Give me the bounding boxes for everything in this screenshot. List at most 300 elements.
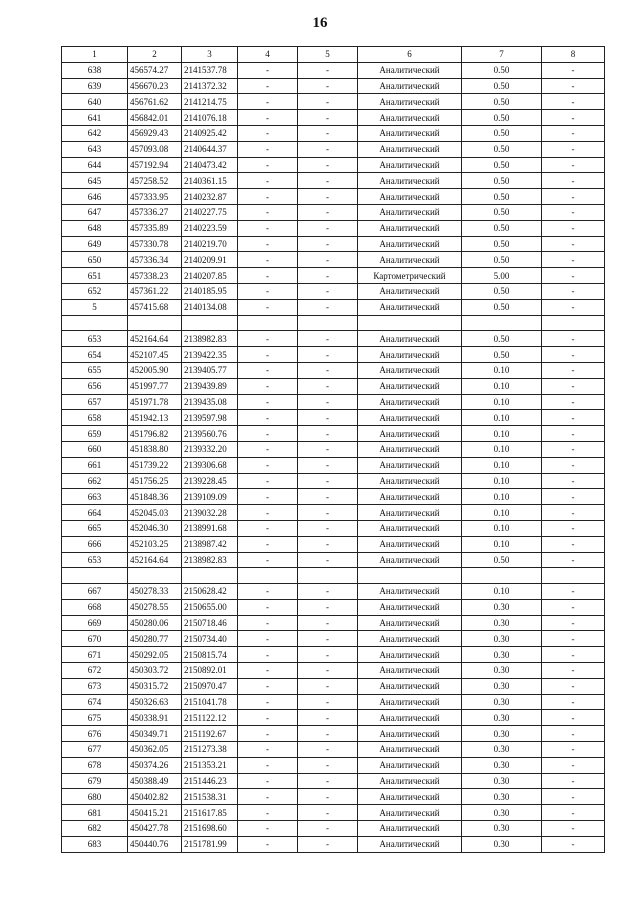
cell-y-coordinate: 2140134.08	[182, 299, 238, 315]
cell-method: Аналитический	[358, 347, 462, 363]
table-row	[62, 726, 605, 742]
cell-method: Аналитический	[358, 426, 462, 442]
cell-col8-value: -	[542, 836, 605, 852]
cell-col4-value: -	[238, 362, 298, 378]
table-row	[62, 141, 605, 157]
cell-y-coordinate: 2139597.98	[182, 410, 238, 426]
cell-col8-value: -	[542, 157, 605, 173]
cell-col5-value: -	[298, 283, 358, 299]
cell-col5-value: -	[298, 125, 358, 141]
cell-accuracy: 0.50	[462, 283, 542, 299]
cell-method: Аналитический	[358, 173, 462, 189]
cell-col4-value: -	[238, 694, 298, 710]
cell-x-coordinate: 450278.55	[128, 599, 182, 615]
cell-col8-value: -	[542, 110, 605, 126]
cell-col5-value: -	[298, 710, 358, 726]
cell-x-coordinate: 450415.21	[128, 805, 182, 821]
cell-point-number	[62, 568, 128, 584]
cell-col8-value: -	[542, 347, 605, 363]
cell-accuracy: 0.10	[462, 441, 542, 457]
cell-x-coordinate: 457336.34	[128, 252, 182, 268]
cell-point-number: 663	[62, 489, 128, 505]
cell-y-coordinate: 2139435.08	[182, 394, 238, 410]
cell-y-coordinate	[182, 568, 238, 584]
cell-col5-value: -	[298, 252, 358, 268]
cell-col8-value: -	[542, 773, 605, 789]
table-row	[62, 836, 605, 852]
cell-col5-value: -	[298, 173, 358, 189]
cell-col4-value: -	[238, 78, 298, 94]
cell-accuracy: 0.50	[462, 141, 542, 157]
table-row	[62, 694, 605, 710]
cell-col4-value: -	[238, 457, 298, 473]
cell-col8-value: -	[542, 536, 605, 552]
cell-x-coordinate: 450280.77	[128, 631, 182, 647]
table-row	[62, 520, 605, 536]
cell-col5-value: -	[298, 663, 358, 679]
cell-col5-value: -	[298, 473, 358, 489]
cell-x-coordinate: 452164.64	[128, 552, 182, 568]
cell-accuracy: 0.50	[462, 220, 542, 236]
cell-method: Аналитический	[358, 647, 462, 663]
cell-y-coordinate: 2139228.45	[182, 473, 238, 489]
cell-col4-value: -	[238, 505, 298, 521]
cell-col8-value: -	[542, 584, 605, 600]
column-header: 4	[238, 47, 298, 63]
cell-y-coordinate: 2150815.74	[182, 647, 238, 663]
cell-col5-value: -	[298, 505, 358, 521]
cell-point-number: 662	[62, 473, 128, 489]
cell-accuracy: 0.30	[462, 694, 542, 710]
cell-col5-value: -	[298, 347, 358, 363]
cell-y-coordinate: 2151698.60	[182, 821, 238, 837]
cell-method: Аналитический	[358, 520, 462, 536]
cell-accuracy: 0.30	[462, 821, 542, 837]
cell-y-coordinate: 2139560.76	[182, 426, 238, 442]
column-header: 3	[182, 47, 238, 63]
table-row	[62, 362, 605, 378]
cell-accuracy: 0.10	[462, 394, 542, 410]
cell-col5-value: -	[298, 394, 358, 410]
table-row	[62, 773, 605, 789]
cell-col4-value: -	[238, 347, 298, 363]
cell-method: Аналитический	[358, 821, 462, 837]
cell-x-coordinate: 452005.90	[128, 362, 182, 378]
cell-x-coordinate: 457415.68	[128, 299, 182, 315]
cell-method: Аналитический	[358, 220, 462, 236]
cell-col5-value: -	[298, 773, 358, 789]
cell-accuracy: 0.50	[462, 157, 542, 173]
cell-col4-value: -	[238, 742, 298, 758]
cell-point-number: 660	[62, 441, 128, 457]
cell-col4-value: -	[238, 520, 298, 536]
cell-y-coordinate: 2140644.37	[182, 141, 238, 157]
cell-method: Аналитический	[358, 773, 462, 789]
cell-col5-value: -	[298, 141, 358, 157]
cell-x-coordinate	[128, 568, 182, 584]
cell-method	[358, 315, 462, 331]
cell-method: Картометрический	[358, 268, 462, 284]
cell-y-coordinate: 2151617.85	[182, 805, 238, 821]
cell-method: Аналитический	[358, 410, 462, 426]
cell-x-coordinate: 450278.33	[128, 584, 182, 600]
cell-accuracy: 0.50	[462, 347, 542, 363]
cell-accuracy: 0.30	[462, 647, 542, 663]
cell-col8-value: -	[542, 757, 605, 773]
cell-accuracy: 0.30	[462, 631, 542, 647]
cell-x-coordinate: 450292.05	[128, 647, 182, 663]
cell-x-coordinate: 457336.27	[128, 204, 182, 220]
cell-y-coordinate: 2140223.59	[182, 220, 238, 236]
cell-col8-value: -	[542, 505, 605, 521]
cell-x-coordinate: 451838.80	[128, 441, 182, 457]
cell-point-number: 644	[62, 157, 128, 173]
table-row	[62, 220, 605, 236]
cell-col5-value: -	[298, 584, 358, 600]
cell-col8-value	[542, 568, 605, 584]
cell-col8-value: -	[542, 268, 605, 284]
cell-col4-value: -	[238, 726, 298, 742]
cell-accuracy: 0.10	[462, 457, 542, 473]
cell-col4-value: -	[238, 584, 298, 600]
cell-col4-value: -	[238, 410, 298, 426]
cell-col4-value: -	[238, 283, 298, 299]
cell-col4-value: -	[238, 773, 298, 789]
cell-col5-value: -	[298, 410, 358, 426]
cell-col4-value: -	[238, 378, 298, 394]
cell-col8-value: -	[542, 220, 605, 236]
cell-method: Аналитический	[358, 157, 462, 173]
cell-accuracy: 0.30	[462, 678, 542, 694]
cell-y-coordinate: 2139439.89	[182, 378, 238, 394]
cell-col4-value: -	[238, 204, 298, 220]
table-row	[62, 173, 605, 189]
cell-col5-value: -	[298, 268, 358, 284]
table-row	[62, 189, 605, 205]
cell-col5-value: -	[298, 457, 358, 473]
cell-accuracy: 0.10	[462, 536, 542, 552]
table-header-row	[62, 47, 605, 63]
cell-col4-value: -	[238, 299, 298, 315]
cell-col8-value: -	[542, 394, 605, 410]
cell-col4-value: -	[238, 110, 298, 126]
cell-col4-value: -	[238, 62, 298, 78]
cell-x-coordinate: 450374.26	[128, 757, 182, 773]
cell-method: Аналитический	[358, 663, 462, 679]
cell-col5-value: -	[298, 236, 358, 252]
cell-accuracy: 0.50	[462, 78, 542, 94]
cell-col8-value: -	[542, 62, 605, 78]
table-row	[62, 805, 605, 821]
cell-point-number: 658	[62, 410, 128, 426]
cell-x-coordinate: 450362.05	[128, 742, 182, 758]
table-body	[62, 62, 605, 852]
table-row	[62, 789, 605, 805]
cell-accuracy: 0.10	[462, 426, 542, 442]
cell-col4-value: -	[238, 441, 298, 457]
cell-x-coordinate: 456574.27	[128, 62, 182, 78]
cell-col8-value: -	[542, 236, 605, 252]
cell-accuracy: 0.50	[462, 125, 542, 141]
cell-col8-value: -	[542, 520, 605, 536]
table-row	[62, 426, 605, 442]
cell-accuracy: 0.30	[462, 599, 542, 615]
cell-x-coordinate: 457335.89	[128, 220, 182, 236]
cell-x-coordinate: 457330.78	[128, 236, 182, 252]
cell-x-coordinate: 450349.71	[128, 726, 182, 742]
cell-col8-value: -	[542, 694, 605, 710]
cell-point-number: 683	[62, 836, 128, 852]
cell-y-coordinate: 2151781.99	[182, 836, 238, 852]
cell-method: Аналитический	[358, 204, 462, 220]
cell-col4-value: -	[238, 331, 298, 347]
column-header: 1	[62, 47, 128, 63]
cell-point-number: 647	[62, 204, 128, 220]
cell-method: Аналитический	[358, 599, 462, 615]
cell-col4-value: -	[238, 821, 298, 837]
cell-accuracy: 0.30	[462, 726, 542, 742]
cell-col8-value: -	[542, 710, 605, 726]
cell-col4-value: -	[238, 473, 298, 489]
cell-x-coordinate: 451997.77	[128, 378, 182, 394]
table-row	[62, 615, 605, 631]
cell-col8-value: -	[542, 141, 605, 157]
cell-col4-value: -	[238, 394, 298, 410]
cell-col4-value: -	[238, 236, 298, 252]
cell-point-number: 681	[62, 805, 128, 821]
cell-col8-value: -	[542, 805, 605, 821]
cell-point-number: 656	[62, 378, 128, 394]
cell-x-coordinate: 456670.23	[128, 78, 182, 94]
cell-col8-value: -	[542, 678, 605, 694]
cell-point-number: 661	[62, 457, 128, 473]
cell-col5-value: -	[298, 378, 358, 394]
cell-col8-value: -	[542, 94, 605, 110]
cell-y-coordinate: 2140232.87	[182, 189, 238, 205]
table-row	[62, 78, 605, 94]
cell-method: Аналитический	[358, 94, 462, 110]
cell-method	[358, 568, 462, 584]
cell-method: Аналитический	[358, 473, 462, 489]
table-row	[62, 157, 605, 173]
cell-y-coordinate: 2139032.28	[182, 505, 238, 521]
cell-point-number: 673	[62, 678, 128, 694]
cell-point-number: 671	[62, 647, 128, 663]
table-row	[62, 378, 605, 394]
cell-col8-value: -	[542, 473, 605, 489]
cell-accuracy: 0.10	[462, 410, 542, 426]
table-row	[62, 394, 605, 410]
cell-col8-value: -	[542, 410, 605, 426]
cell-y-coordinate: 2140207.85	[182, 268, 238, 284]
table-row	[62, 252, 605, 268]
cell-col8-value: -	[542, 789, 605, 805]
coordinates-table	[61, 46, 605, 853]
cell-accuracy: 0.50	[462, 189, 542, 205]
table-row	[62, 125, 605, 141]
cell-col4-value: -	[238, 599, 298, 615]
cell-accuracy: 0.30	[462, 710, 542, 726]
cell-col4-value: -	[238, 647, 298, 663]
cell-y-coordinate: 2138982.83	[182, 331, 238, 347]
cell-point-number: 657	[62, 394, 128, 410]
table-row	[62, 268, 605, 284]
cell-col8-value	[542, 315, 605, 331]
cell-x-coordinate: 452045.03	[128, 505, 182, 521]
cell-method: Аналитический	[358, 110, 462, 126]
cell-point-number: 680	[62, 789, 128, 805]
cell-col5-value: -	[298, 110, 358, 126]
table-row	[62, 710, 605, 726]
cell-accuracy: 0.50	[462, 62, 542, 78]
cell-col4-value: -	[238, 757, 298, 773]
cell-point-number: 650	[62, 252, 128, 268]
cell-col4-value: -	[238, 789, 298, 805]
cell-y-coordinate: 2150970.47	[182, 678, 238, 694]
cell-accuracy: 5.00	[462, 268, 542, 284]
cell-x-coordinate: 450303.72	[128, 663, 182, 679]
cell-method: Аналитический	[358, 505, 462, 521]
cell-col8-value: -	[542, 189, 605, 205]
cell-y-coordinate: 2151041.78	[182, 694, 238, 710]
cell-point-number: 645	[62, 173, 128, 189]
cell-accuracy: 0.30	[462, 615, 542, 631]
cell-method: Аналитический	[358, 489, 462, 505]
cell-x-coordinate: 452046.30	[128, 520, 182, 536]
cell-y-coordinate: 2150892.01	[182, 663, 238, 679]
cell-y-coordinate: 2150628.42	[182, 584, 238, 600]
cell-col5-value: -	[298, 726, 358, 742]
cell-x-coordinate: 451739.22	[128, 457, 182, 473]
table-row	[62, 678, 605, 694]
cell-method: Аналитический	[358, 331, 462, 347]
cell-method: Аналитический	[358, 125, 462, 141]
table-row	[62, 315, 605, 331]
cell-point-number: 676	[62, 726, 128, 742]
cell-method: Аналитический	[358, 236, 462, 252]
cell-col5-value: -	[298, 647, 358, 663]
cell-point-number: 653	[62, 552, 128, 568]
cell-x-coordinate: 456929.43	[128, 125, 182, 141]
cell-y-coordinate: 2140209.91	[182, 252, 238, 268]
cell-method: Аналитический	[358, 678, 462, 694]
cell-point-number: 653	[62, 331, 128, 347]
cell-col4-value: -	[238, 805, 298, 821]
table-row	[62, 631, 605, 647]
table-row	[62, 62, 605, 78]
cell-x-coordinate	[128, 315, 182, 331]
cell-col8-value: -	[542, 252, 605, 268]
cell-y-coordinate: 2139405.77	[182, 362, 238, 378]
cell-x-coordinate: 450326.63	[128, 694, 182, 710]
cell-point-number: 664	[62, 505, 128, 521]
cell-col8-value: -	[542, 362, 605, 378]
table-row	[62, 821, 605, 837]
table-row	[62, 757, 605, 773]
cell-y-coordinate: 2139422.35	[182, 347, 238, 363]
table-row	[62, 584, 605, 600]
cell-accuracy: 0.30	[462, 757, 542, 773]
cell-accuracy: 0.10	[462, 520, 542, 536]
cell-method: Аналитический	[358, 62, 462, 78]
cell-y-coordinate: 2150718.46	[182, 615, 238, 631]
cell-col8-value: -	[542, 821, 605, 837]
cell-accuracy: 0.10	[462, 505, 542, 521]
cell-y-coordinate: 2140925.42	[182, 125, 238, 141]
cell-col5-value: -	[298, 536, 358, 552]
cell-col4-value: -	[238, 710, 298, 726]
cell-accuracy: 0.50	[462, 204, 542, 220]
table-row	[62, 299, 605, 315]
cell-col4-value	[238, 568, 298, 584]
cell-accuracy: 0.30	[462, 663, 542, 679]
cell-col5-value: -	[298, 821, 358, 837]
cell-x-coordinate: 451971.78	[128, 394, 182, 410]
table-row	[62, 505, 605, 521]
table-row	[62, 552, 605, 568]
cell-col8-value: -	[542, 78, 605, 94]
cell-x-coordinate: 450427.78	[128, 821, 182, 837]
cell-y-coordinate: 2151446.23	[182, 773, 238, 789]
cell-point-number: 655	[62, 362, 128, 378]
page-number: 16	[312, 15, 328, 31]
cell-point-number: 640	[62, 94, 128, 110]
cell-accuracy: 0.50	[462, 110, 542, 126]
table-row	[62, 331, 605, 347]
cell-method: Аналитический	[358, 252, 462, 268]
cell-y-coordinate: 2141076.18	[182, 110, 238, 126]
cell-method: Аналитический	[358, 189, 462, 205]
cell-col4-value: -	[238, 189, 298, 205]
cell-col5-value: -	[298, 615, 358, 631]
cell-col8-value: -	[542, 204, 605, 220]
cell-point-number: 652	[62, 283, 128, 299]
cell-col5-value	[298, 315, 358, 331]
table-row	[62, 94, 605, 110]
cell-col4-value: -	[238, 489, 298, 505]
cell-col4-value: -	[238, 678, 298, 694]
cell-x-coordinate: 457258.52	[128, 173, 182, 189]
cell-x-coordinate: 452103.25	[128, 536, 182, 552]
cell-x-coordinate: 451848.36	[128, 489, 182, 505]
cell-col8-value: -	[542, 426, 605, 442]
cell-col5-value: -	[298, 631, 358, 647]
cell-col5-value: -	[298, 94, 358, 110]
cell-col8-value: -	[542, 647, 605, 663]
cell-col5-value: -	[298, 694, 358, 710]
cell-accuracy: 0.50	[462, 173, 542, 189]
cell-y-coordinate: 2138987.42	[182, 536, 238, 552]
cell-col4-value: -	[238, 426, 298, 442]
cell-point-number	[62, 315, 128, 331]
cell-col5-value: -	[298, 362, 358, 378]
cell-accuracy: 0.30	[462, 805, 542, 821]
cell-y-coordinate: 2140473.42	[182, 157, 238, 173]
cell-y-coordinate: 2139332.20	[182, 441, 238, 457]
cell-col8-value: -	[542, 663, 605, 679]
cell-col5-value: -	[298, 836, 358, 852]
cell-y-coordinate: 2139109.09	[182, 489, 238, 505]
table-row	[62, 410, 605, 426]
cell-accuracy: 0.10	[462, 473, 542, 489]
cell-col5-value: -	[298, 157, 358, 173]
cell-method: Аналитический	[358, 789, 462, 805]
column-header: 2	[128, 47, 182, 63]
cell-point-number: 667	[62, 584, 128, 600]
cell-x-coordinate: 451796.82	[128, 426, 182, 442]
cell-method: Аналитический	[358, 78, 462, 94]
cell-x-coordinate: 451942.13	[128, 410, 182, 426]
